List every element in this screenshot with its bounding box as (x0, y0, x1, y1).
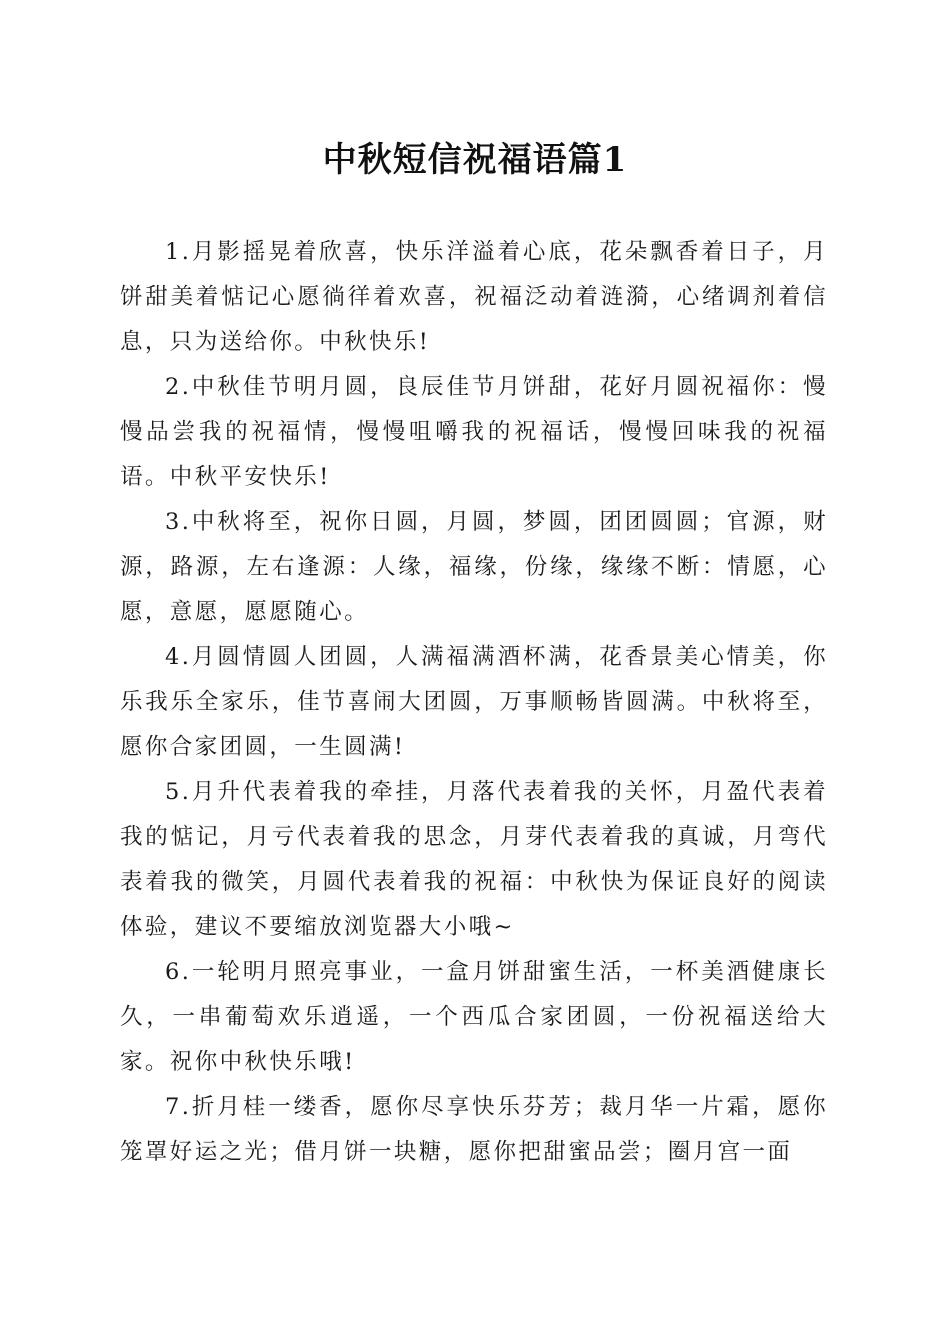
paragraph-5: 5.月升代表着我的牵挂，月落代表着我的关怀，月盈代表着我的惦记，月亏代表着我的思念，月芽代表着我的真诚，月弯代表着我的微笑，月圆代表着我的祝福：中秋快为保证良好的阅读体验，建议不要缩放浏览器大小哦~ (120, 779, 828, 940)
paragraph-4: 4.月圆情圆人团圆，人满福满酒杯满，花香景美心情美，你乐我乐全家乐，佳节喜闹大团圆，万事顺畅皆圆满。中秋将至，愿你合家团圆，一生圆满! (120, 644, 828, 760)
paragraph-3: 3.中秋将至，祝你日圆，月圆，梦圆，团团圆圆；官源，财源，路源，左右逢源：人缘，福缘，份缘，缘缘不断：情愿，心愿，意愿，愿愿随心。 (120, 509, 828, 625)
document-title: 中秋短信祝福语篇1 (322, 140, 628, 180)
paragraph-1: 1.月影摇晃着欣喜，快乐洋溢着心底，花朵飘香着日子，月饼甜美着惦记心愿徜徉着欢喜，祝福泛动着涟漪，心绪调剂着信息，只为送给你。中秋快乐! (120, 239, 828, 355)
paragraph-2: 2.中秋佳节明月圆，良辰佳节月饼甜，花好月圆祝福你：慢慢品尝我的祝福情，慢慢咀嚼我的祝福话，慢慢回味我的祝福语。中秋平安快乐! (120, 374, 828, 490)
document-body (120, 230, 828, 1175)
paragraph-7: 7.折月桂一缕香，愿你尽享快乐芬芳；裁月华一片霜，愿你笼罩好运之光；借月饼一块糖，愿你把甜蜜品尝；圈月宫一面 (120, 1094, 828, 1165)
paragraph-6: 6.一轮明月照亮事业，一盒月饼甜蜜生活，一杯美酒健康长久，一串葡萄欢乐逍遥，一个西瓜合家团圆，一份祝福送给大家。祝你中秋快乐哦! (120, 959, 828, 1075)
